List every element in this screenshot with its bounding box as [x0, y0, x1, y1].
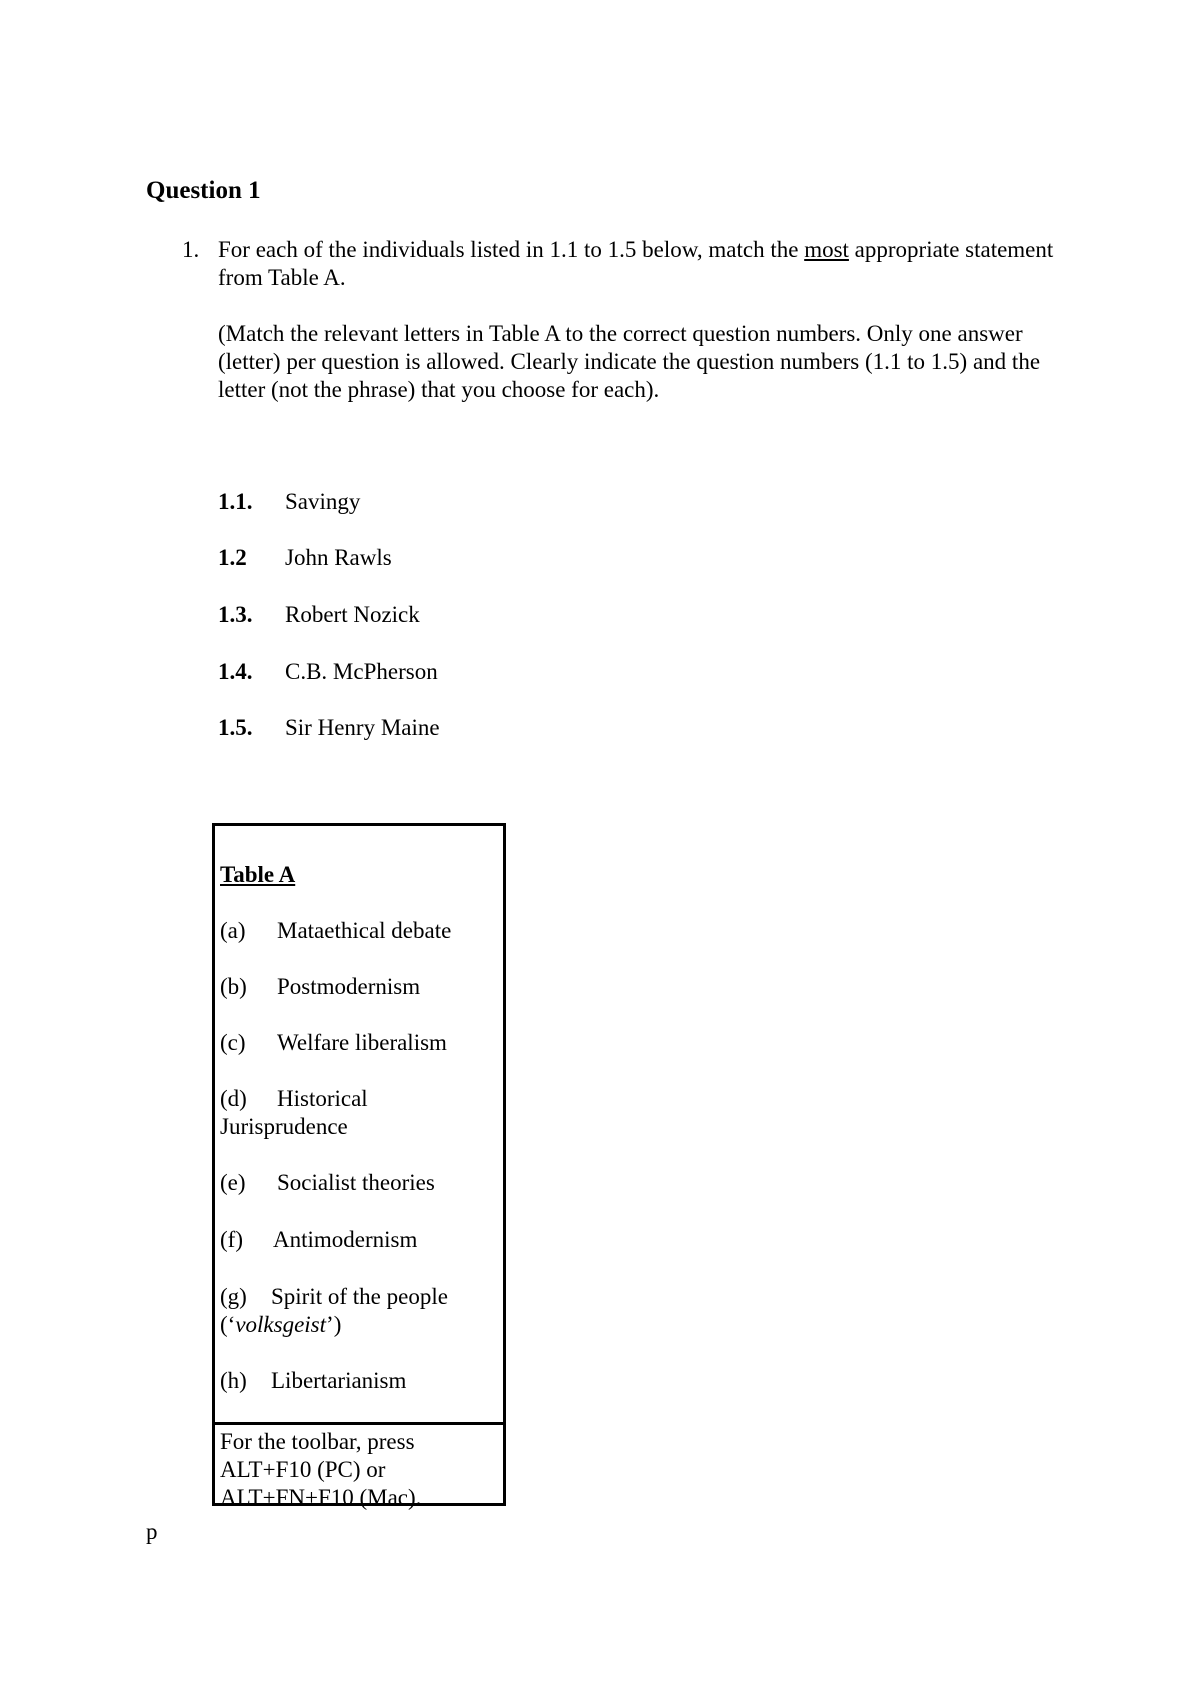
- table-a-options: [220, 826, 503, 1422]
- option-letter: (d): [220, 1086, 247, 1111]
- table-a-option: [220, 1029, 490, 1057]
- option-text: Socialist theories: [277, 1170, 435, 1195]
- item-number: 1.5.: [218, 715, 253, 740]
- list-item: [218, 714, 440, 742]
- table-divider: [215, 1422, 503, 1425]
- table-a-option: [220, 1367, 490, 1395]
- table-a-heading: Table A: [220, 862, 296, 887]
- table-a-option: [220, 1283, 490, 1339]
- question-number: 1.: [182, 237, 200, 262]
- item-number: 1.2: [218, 545, 247, 570]
- option-letter: (f): [220, 1227, 243, 1252]
- option-text: Historical Jurisprudence: [220, 1086, 368, 1139]
- option-text: Welfare liberalism: [277, 1030, 447, 1055]
- item-number: 1.3.: [218, 602, 253, 627]
- table-a-option: [220, 1085, 490, 1141]
- item-name: C.B. McPherson: [285, 659, 438, 684]
- option-letter: (a): [220, 918, 246, 943]
- list-item: [218, 601, 420, 629]
- item-name: Robert Nozick: [285, 602, 420, 627]
- option-text: Spirit of the people (‘volksgeist’): [220, 1284, 448, 1337]
- table-a-option: [220, 973, 490, 1001]
- option-letter: (c): [220, 1030, 246, 1055]
- table-a-option: [220, 1226, 490, 1254]
- question-title: Question 1: [146, 177, 261, 204]
- option-text: Libertarianism: [271, 1368, 407, 1393]
- option-letter: (b): [220, 974, 247, 999]
- option-text: Postmodernism: [277, 974, 421, 999]
- toolbar-note: For the toolbar, press ALT+F10 (PC) or ALT+FN+F10 (Mac).: [220, 1429, 422, 1510]
- option-letter: (e): [220, 1170, 246, 1195]
- option-letter: (g): [220, 1284, 247, 1309]
- option-text: Antimodernism: [273, 1227, 418, 1252]
- list-item: [218, 658, 438, 686]
- list-item: [218, 544, 392, 572]
- table-a-option: [220, 1169, 490, 1197]
- item-name: Sir Henry Maine: [285, 715, 440, 740]
- emphasis-most: most: [804, 237, 849, 262]
- option-text: Mataethical debate: [277, 918, 452, 943]
- item-name: Savingy: [285, 489, 361, 514]
- table-a: [212, 823, 506, 1510]
- instruction-text: For each of the individuals listed in 1.1 to 1.5 below, match the most appropriate statement from Table A.: [218, 237, 1054, 290]
- option-letter: (h): [220, 1368, 247, 1393]
- instruction-note: (Match the relevant letters in Table A to the correct question numbers. Only one answer (letter) per question is allowed. Clearly indicate the question numbers (1.1 to 1.5) and the letter (not the phrase) that you choose for each).: [218, 321, 1041, 402]
- item-number: 1.4.: [218, 659, 253, 684]
- table-a-option: [220, 917, 490, 945]
- item-number: 1.1.: [218, 489, 253, 514]
- question-instruction: [182, 236, 1062, 432]
- item-name: John Rawls: [285, 545, 392, 570]
- list-item: [218, 488, 360, 516]
- stray-footer-text: p: [146, 1519, 158, 1544]
